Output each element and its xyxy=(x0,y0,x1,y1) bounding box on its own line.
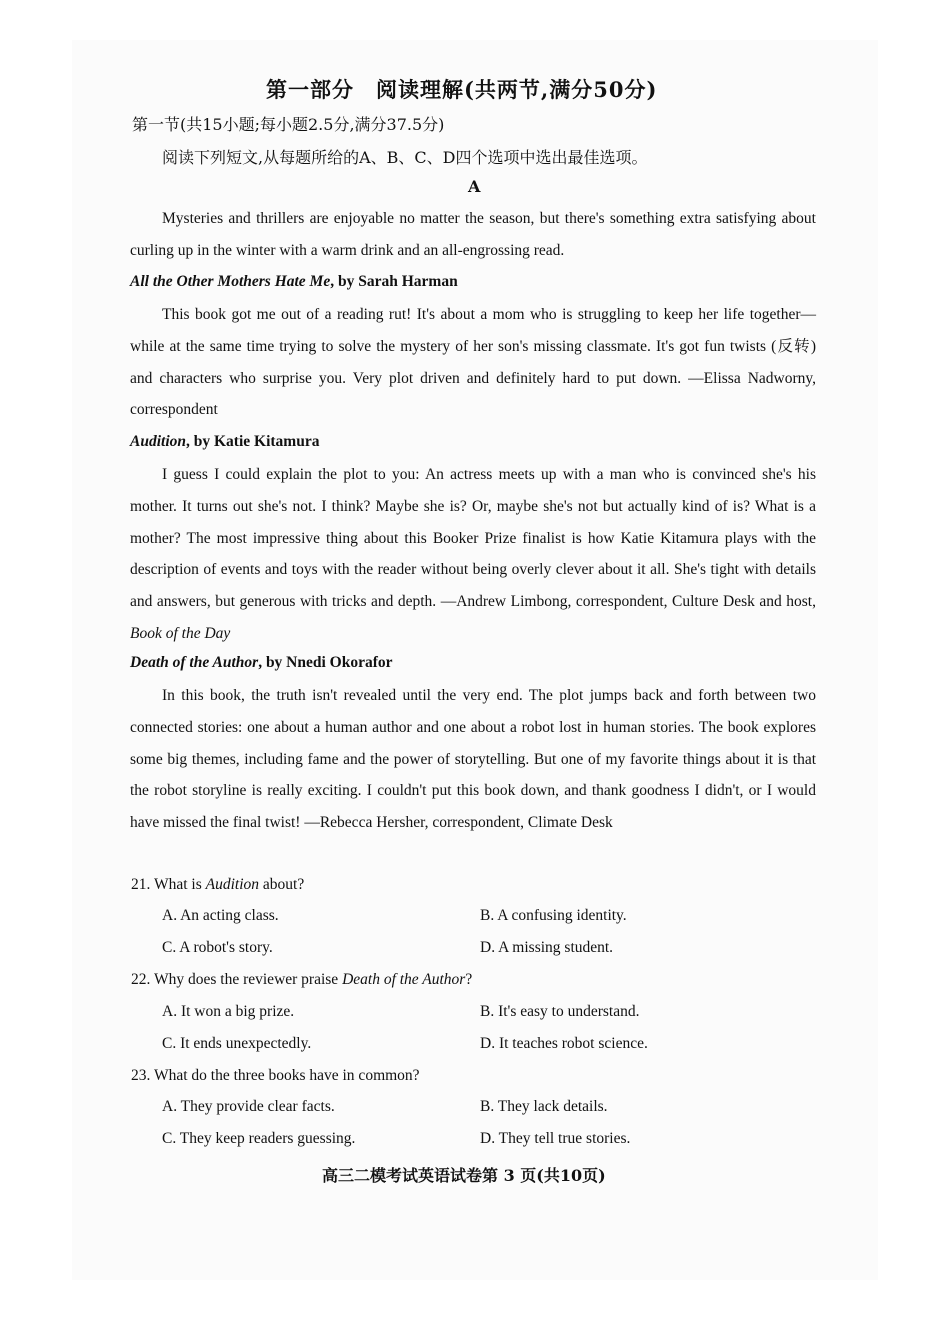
review-text: In this book, the truth isn't revealed until the very end. The plot jumps back and forth between two connected stories: one about a human author and one about a robot lost in human stories. The book explores some big themes, including fame and the power of storytelling. But one of my favorite things about it is that the robot storyline is really exciting. I couldn't put this book down, and thank goodness I didn't, or I would have missed the final twist! —Rebecca Hersher, correspondent, Climate Desk xyxy=(130,687,816,832)
option-b: B. A confusing identity. xyxy=(480,907,627,924)
book-author: , by Nnedi Okorafor xyxy=(258,654,393,671)
book-title: Audition xyxy=(130,433,186,450)
passage-intro: Mysteries and thrillers are enjoyable no matter the season, but there's something extra satisfying about curling up in the winter with a warm drink and an all-engrossing read. xyxy=(130,210,816,259)
review-heading xyxy=(130,433,319,451)
question-stem xyxy=(131,876,304,894)
option-a: A. It won a big prize. xyxy=(162,1003,295,1020)
question-stem xyxy=(131,971,472,989)
option-d: D. They tell true stories. xyxy=(480,1130,631,1147)
book-title: Death of the Author xyxy=(130,654,259,671)
part-title: 第一部分 阅读理解(共两节,满分50分) xyxy=(266,77,658,102)
stem-text: What do the three books have in common? xyxy=(153,1067,420,1084)
review-text: This book got me out of a reading rut! It's about a mom who is struggling to keep her life together—while at the same time trying to solve the mystery of her son's missing classmate. It's got fun twists (反转) and characters who surprise you. Very plot driven and definitely hard to put down. —Elissa Nadworny, correspondent xyxy=(130,306,816,419)
option-a: A. An acting class. xyxy=(162,907,279,924)
option-d: D. A missing student. xyxy=(480,939,614,956)
option-b: B. They lack details. xyxy=(480,1098,608,1115)
book-author: , by Katie Kitamura xyxy=(186,433,320,450)
question-number: 23. xyxy=(131,1067,151,1084)
instruction-text: 阅读下列短文,从每题所给的A、B、C、D四个选项中选出最佳选项。 xyxy=(162,148,648,167)
section-heading: 第一节(共15小题;每小题2.5分,满分37.5分) xyxy=(132,115,445,134)
option-c: C. A robot's story. xyxy=(162,939,273,956)
book-title: All the Other Mothers Hate Me xyxy=(130,273,331,290)
stem-text: Why does the reviewer praise xyxy=(153,971,343,988)
review-text xyxy=(130,459,816,650)
option-a: A. They provide clear facts. xyxy=(162,1098,335,1115)
option-b: B. It's easy to understand. xyxy=(480,1003,640,1020)
stem-italic: Audition xyxy=(205,876,260,893)
option-d: D. It teaches robot science. xyxy=(480,1035,648,1052)
review-heading xyxy=(130,654,393,672)
stem-italic: Death of the Author xyxy=(342,971,466,988)
show-title: Book of the Day xyxy=(130,624,231,642)
question-number: 21. xyxy=(131,876,151,893)
question-stem xyxy=(131,1067,420,1085)
stem-text: What is xyxy=(153,876,206,893)
stem-text: ? xyxy=(465,971,473,988)
review-heading xyxy=(130,273,458,291)
review-body: I guess I could explain the plot to you: An actress meets up with a man who is convinced she's his mother. It turns out she's not. I think? Maybe she is? Or, maybe she's not but actually kind of is? What is a mother? The most impressive thing about this Booker Prize finalist is how Katie Kitamura plays with the description of events and toys with the reader without being overly clever about it all. She's tight with details and answers, but generous with tricks and depth. —Andrew Limbong, correspondent, Culture Desk and host, xyxy=(130,466,816,611)
page-footer: 高三二模考试英语试卷第 3 页(共10页) xyxy=(322,1166,606,1185)
stem-text: about? xyxy=(259,876,305,893)
option-c: C. They keep readers guessing. xyxy=(162,1130,356,1147)
passage-label: A xyxy=(468,177,481,196)
book-author: , by Sarah Harman xyxy=(330,273,458,290)
option-c: C. It ends unexpectedly. xyxy=(162,1035,312,1052)
question-number: 22. xyxy=(131,971,151,988)
